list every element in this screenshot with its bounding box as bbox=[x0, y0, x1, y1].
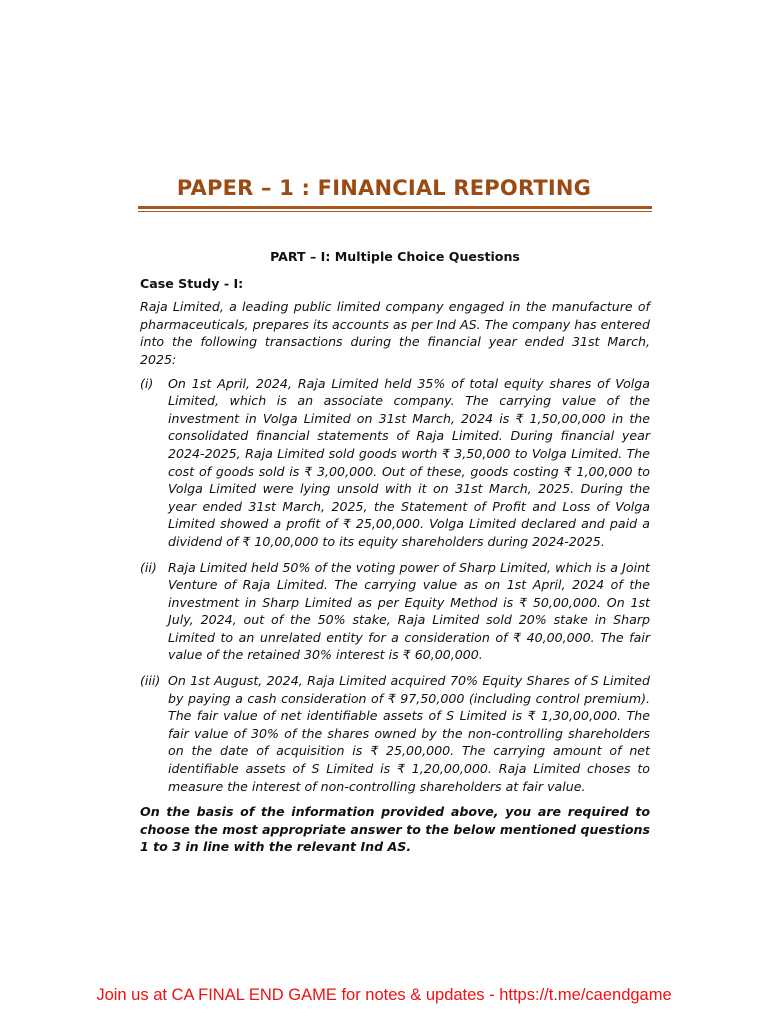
title-rule-thin bbox=[138, 211, 652, 212]
list-item bbox=[140, 559, 650, 665]
item-number: (ii) bbox=[140, 559, 157, 575]
title-rule-thick bbox=[138, 206, 652, 209]
page-title: PAPER – 1 : FINANCIAL REPORTING bbox=[176, 176, 592, 200]
footer-promo-link[interactable]: Join us at CA FINAL END GAME for notes & updates - https://t.me/caendgame bbox=[96, 986, 672, 1004]
intro-paragraph: Raja Limited, a leading public limited company engaged in the manufacture of pharmaceuticals, prepares its accounts as per Ind AS. The company has entered into the following transactions during the financial year ended 31st March, 2025: bbox=[140, 299, 650, 367]
case-study-heading: Case Study - I: bbox=[140, 275, 244, 291]
part-heading: PART – I: Multiple Choice Questions bbox=[270, 249, 520, 264]
document-content bbox=[140, 248, 650, 856]
item-text: On 1st April, 2024, Raja Limited held 35% of total equity shares of Volga Limited, which is an associate company. The carrying value of the investment in Volga Limited on 31st March, 2024 is ₹ 1,50,00,000 in the consolidated financial statements of Raja Limited. During financial year 2024-2025, Raja Limited sold goods worth ₹ 3,50,000 to Volga Limited. The cost of goods sold is ₹ 3,00,000. Out of these, goods costing ₹ 1,00,000 to Volga Limited were lying unsold with it on 31st March, 2025. During the year ended 31st March, 2025, the Statement of Profit and Loss of Volga Limited showed a profit of ₹ 25,00,000. Volga Limited declared and paid a dividend of ₹ 10,00,000 to its equity shareholders during 2024-2025. bbox=[168, 375, 650, 549]
item-number: (i) bbox=[140, 375, 154, 391]
item-text: On 1st August, 2024, Raja Limited acquired 70% Equity Shares of S Limited by paying a cash consideration of ₹ 97,50,000 (including control premium). The fair value of net identifiable assets of S Limited is ₹ 1,30,00,000. The fair value of 30% of the shares owned by the non-controlling shareholders on the date of acquisition is ₹ 25,00,000. The carrying amount of net identifiable assets of S Limited is ₹ 1,20,00,000. Raja Limited choses to measure the interest of non-controlling shareholders at fair value. bbox=[168, 673, 650, 794]
list-item bbox=[140, 672, 650, 795]
list-item bbox=[140, 375, 650, 551]
instruction-paragraph: On the basis of the information provided above, you are required to choose the most appropriate answer to the below mentioned questions 1 to 3 in line with the relevant Ind AS. bbox=[140, 804, 650, 855]
item-text: Raja Limited held 50% of the voting power of Sharp Limited, which is a Joint Venture of Raja Limited. The carrying value as on 1st April, 2024 of the investment in Sharp Limited as per Equity Method is ₹ 50,00,000. On 1st July, 2024, out of the 50% stake, Raja Limited sold 20% stake in Sharp Limited to an unrelated entity for a consideration of ₹ 40,00,000. The fair value of the retained 30% interest is ₹ 60,00,000. bbox=[168, 559, 650, 663]
item-number: (iii) bbox=[140, 673, 161, 689]
